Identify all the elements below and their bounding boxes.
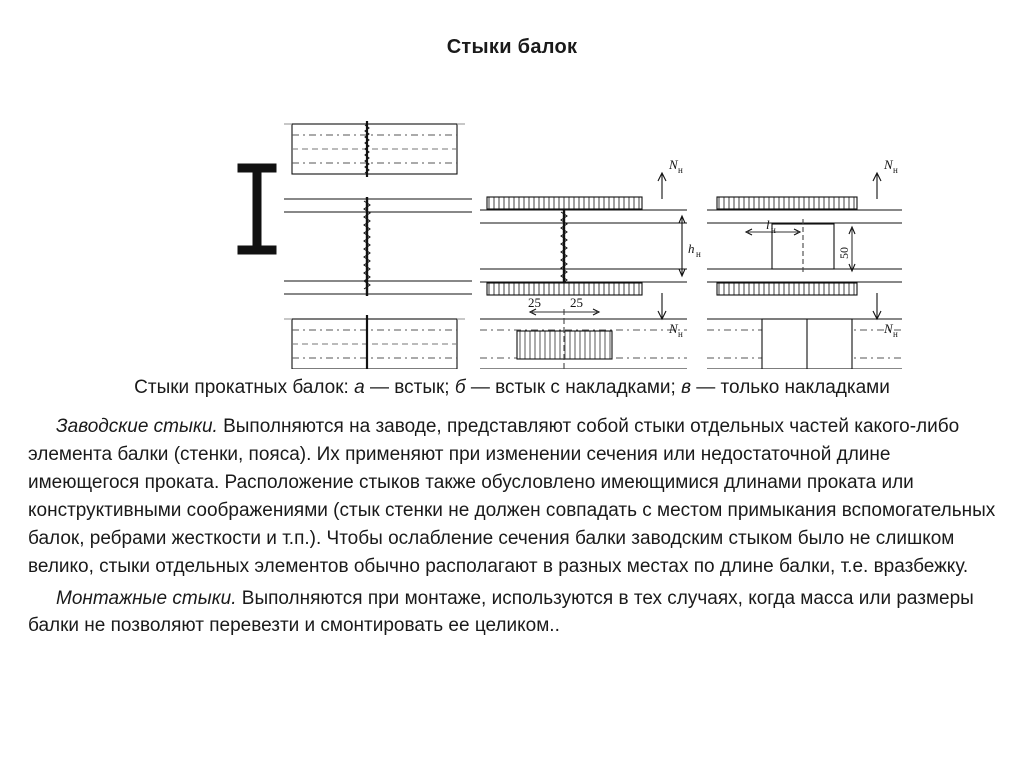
force-arrow-icon [873,173,881,319]
paragraph-assembly-joints [28,585,996,641]
height-label-b: h [688,241,695,256]
joint-v-top-plate [717,197,857,209]
caption-mark-b: б [454,377,466,398]
caption-mark-v: в [681,377,691,398]
joint-v-bottom-plate [717,283,857,295]
joint-b-bottom-plate [487,283,642,295]
force-label-top-b: N [669,157,678,172]
height-dimension-b [679,216,685,276]
force-label-top-v-sub: н [893,165,898,175]
joint-b-top-plate [487,197,642,209]
caption-text-b: — встык с накладками; [465,377,682,398]
caption-mark-a: а [354,377,365,398]
page-title: Стыки балок [446,36,578,58]
dim-25-left-label: 25 [528,295,541,310]
paragraph-1-text: Выполняются на заводе, представляют собой стыки отдельных частей какого-либо элемента балки (стенки, пояса). Их применяют при изменении сечения или недостаточной длине имеющегося проката. Расположение стыков также обусловлено имеющимися длинами проката или конструктивными соображениями (стык стенки не должен совпадать с местом примыкания вспомогательных балок, ребрами жесткости и т.п.). Чтобы ослабление сечения балки заводским стыком было не слишком велико, стыки отдельных элементов обычно располагают в разных местах по длине балки, т.е. вразбежку. [28,416,996,577]
body-text [0,399,1024,640]
force-label-bottom-b-sub: н [678,329,683,339]
i-beam-section-icon [238,164,276,254]
beam-joints-diagram [62,69,962,369]
joint-a-elevation [284,197,472,296]
force-label-top-b-sub: н [678,165,683,175]
paragraph-2-text: Выполняются при монтаже, используются в тех случаях, когда масса или размеры балки не позволяют перевезти и смонтировать ее целиком.. [28,587,974,637]
dim-25-right-label: 25 [570,295,583,310]
caption-text-v: — только накладками [691,377,890,398]
weld-seam-icon [365,121,369,177]
paragraph-factory-joints [28,413,996,581]
caption-text-a: — встык; [364,377,455,398]
force-arrow-icon [658,173,666,319]
force-label-top-v: N [884,157,893,172]
caption-lead: Стыки прокатных балок: [134,377,355,398]
joint-b-elevation [480,209,687,284]
weld-seam-icon [561,209,567,284]
joint-v-elevation [707,210,902,282]
joint-a-top-view [284,121,465,177]
joint-a-bottom-view [284,315,465,369]
figure-caption [0,377,1024,399]
dim-50-label: 50 [837,247,851,259]
paragraph-2-lead: Монтажные стыки. [56,587,237,609]
height-label-b-sub: н [696,249,701,259]
length-label-v: l [766,217,770,232]
length-label-v-sub: н [771,225,776,235]
figure-container [0,69,1024,369]
paragraph-1-lead: Заводские стыки. [56,416,218,437]
force-label-bottom-b: N [669,321,678,336]
force-label-bottom-v-sub: н [893,329,898,339]
force-label-bottom-v: N [884,321,893,336]
joint-v-bottom-view [707,319,902,369]
joint-b-bottom-view [480,309,687,369]
